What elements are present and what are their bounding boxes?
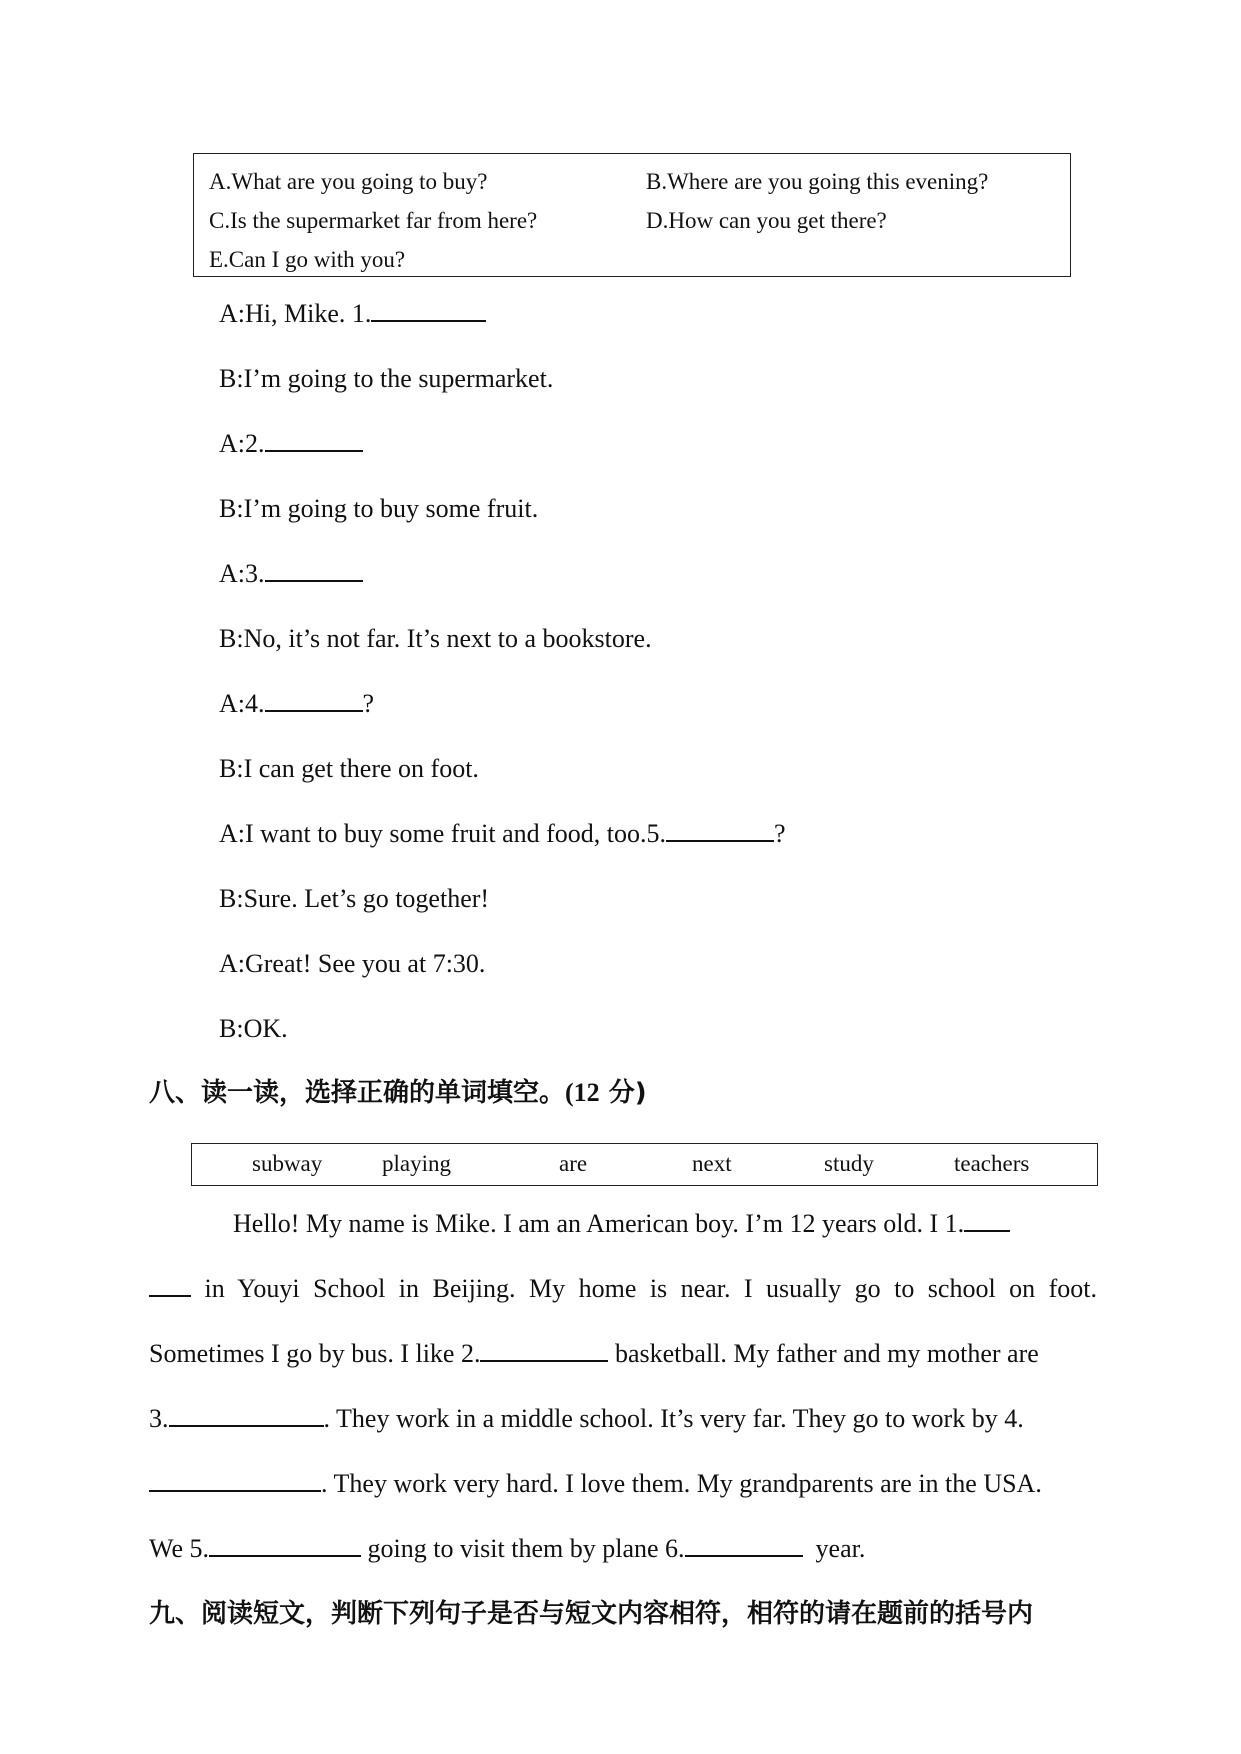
passage-text: . They work in a middle school. It’s very far. They go to work by 4. — [323, 1404, 1024, 1433]
passage-blank-1b[interactable] — [149, 1273, 191, 1297]
option-b: B.Where are you going this evening? — [646, 169, 989, 194]
question-mark: ? — [362, 689, 375, 718]
answer-blank-4[interactable] — [265, 688, 363, 712]
dialogue-line-9 — [219, 818, 786, 850]
answer-blank-2[interactable] — [265, 428, 363, 452]
passage-line-5 — [149, 1468, 1097, 1500]
passage-text: . They work very hard. I love them. My grandparents are in the USA. — [321, 1469, 1042, 1498]
section-8-score-unit: 分) — [608, 1078, 647, 1108]
dialogue-text: A:I want to buy some fruit and food, too.5. — [219, 819, 666, 848]
dialogue-line-5 — [219, 558, 363, 590]
dialogue-line-10: B:Sure. Let’s go together! — [219, 884, 490, 913]
word-bank-item: playing — [382, 1151, 451, 1176]
answer-blank-1[interactable] — [371, 298, 486, 322]
dialogue-line-7 — [219, 688, 374, 720]
word-bank-item: teachers — [954, 1151, 1030, 1176]
passage-line-4 — [149, 1403, 1097, 1435]
word-bank-item: are — [559, 1151, 588, 1176]
passage-line-1 — [233, 1208, 1097, 1240]
answer-blank-5[interactable] — [666, 818, 774, 842]
passage-blank-2[interactable] — [480, 1338, 608, 1362]
dialogue-line-8: B:I can get there on foot. — [219, 754, 479, 783]
passage-text: going to visit them by plane 6. — [367, 1534, 685, 1563]
passage-blank-5[interactable] — [209, 1533, 361, 1557]
passage-text: Hello! My name is Mike. I am an American boy. I’m 12 years old. I 1. — [233, 1209, 965, 1238]
passage-line-3 — [149, 1338, 1097, 1370]
dialogue-line-1 — [219, 298, 486, 330]
word-bank-item: next — [692, 1151, 732, 1176]
dialogue-line-6: B:No, it’s not far. It’s next to a bookstore. — [219, 624, 652, 653]
dialogue-line-11: A:Great! See you at 7:30. — [219, 949, 486, 978]
dialogue-line-4: B:I’m going to buy some fruit. — [219, 494, 539, 523]
passage-line-2 — [149, 1273, 1097, 1305]
dialogue-line-3 — [219, 428, 363, 460]
dialogue-line-2: B:I’m going to the supermarket. — [219, 364, 554, 393]
passage-blank-3[interactable] — [169, 1403, 324, 1427]
answer-blank-3[interactable] — [265, 558, 363, 582]
section-9-heading: 九、阅读短文，判断下列句子是否与短文内容相符，相符的请在题前的括号内 — [149, 1599, 1034, 1629]
passage-text: We 5. — [149, 1534, 209, 1563]
question-mark: ? — [774, 819, 786, 848]
word-bank-item: subway — [252, 1151, 323, 1176]
dialogue-line-12: B:OK. — [219, 1014, 288, 1043]
passage-text: Sometimes I go by bus. I like 2. — [149, 1339, 481, 1368]
dialogue-text: A:3. — [219, 559, 265, 588]
section-8-title: 八、读一读，选择正确的单词填空。 — [149, 1078, 566, 1108]
passage-text: year. — [815, 1534, 866, 1563]
passage-text: in Youyi School in Beijing. My home is near. I usually go to school on foot. — [204, 1274, 1098, 1303]
dialogue-text: A:2. — [219, 429, 265, 458]
section-8-score: (12 — [565, 1078, 600, 1107]
passage-blank-1a[interactable] — [964, 1208, 1010, 1232]
passage-blank-4[interactable] — [149, 1468, 321, 1492]
dialogue-text: A:4. — [219, 689, 265, 718]
passage-text: basketball. My father and my mother are — [614, 1339, 1039, 1368]
section-8-heading — [149, 1076, 647, 1110]
passage-text: 3. — [149, 1404, 169, 1433]
option-a: A.What are you going to buy? — [209, 169, 488, 194]
word-bank — [191, 1143, 1098, 1186]
option-c: C.Is the supermarket far from here? — [209, 208, 538, 233]
passage-line-6 — [149, 1533, 1097, 1565]
option-d: D.How can you get there? — [646, 208, 887, 233]
option-e: E.Can I go with you? — [209, 247, 406, 272]
word-bank-item: study — [824, 1151, 874, 1176]
passage-blank-6[interactable] — [685, 1533, 803, 1557]
options-box — [193, 153, 1071, 277]
dialogue-text: A:Hi, Mike. 1. — [219, 299, 372, 328]
